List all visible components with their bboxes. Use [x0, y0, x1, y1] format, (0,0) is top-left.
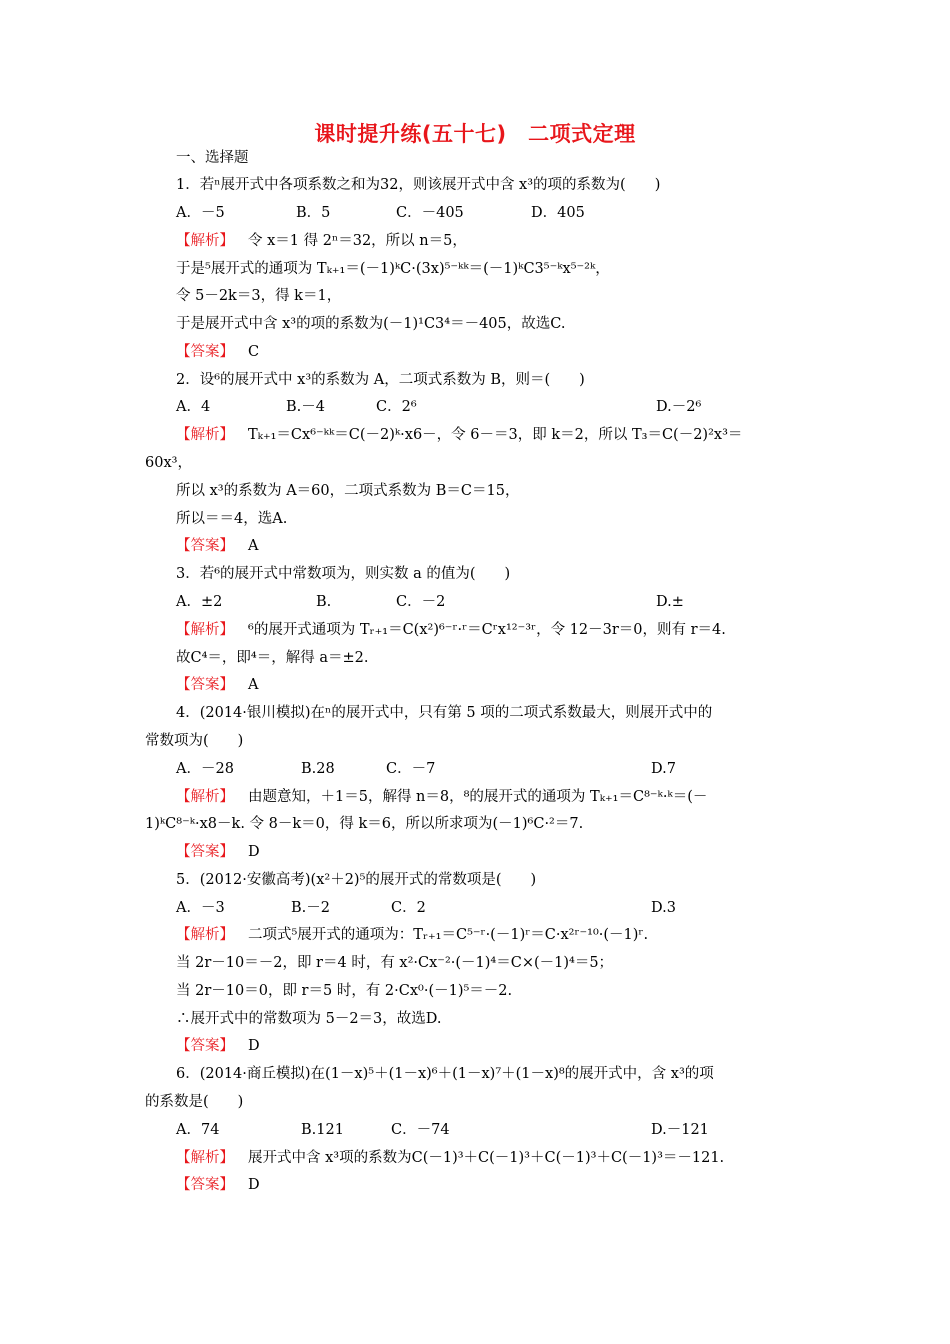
- text-line: [176, 981, 512, 1001]
- text-line: [176, 370, 585, 390]
- text-line: [176, 953, 613, 973]
- answer-options: [176, 898, 711, 918]
- line-text: 于是展开式中含 x³的项的系数为(－1)¹C3⁴＝－405，故选C.: [176, 316, 566, 332]
- line-text: 1．若ⁿ展开式中各项系数之和为32，则该展开式中含 x³的项的系数为( ): [176, 177, 661, 193]
- text-line: [176, 648, 368, 668]
- option: B.－4: [286, 399, 325, 415]
- solution-tag: 【解析】: [176, 1150, 234, 1166]
- option: B.－2: [291, 900, 330, 916]
- line-text: D: [248, 844, 260, 860]
- option: D．405: [531, 205, 585, 221]
- option: C．－405: [396, 205, 464, 221]
- line-text: 的系数是( ): [145, 1094, 244, 1110]
- option: A．－3: [176, 900, 225, 916]
- line-text: 4．(2014·银川模拟)在ⁿ的展开式中，只有第 5 项的二项式系数最大，则展开式中的: [176, 705, 713, 721]
- line-text: ∴展开式中的常数项为 5－2＝3，故选D.: [176, 1011, 442, 1027]
- answer-tag: 【答案】: [176, 1177, 234, 1193]
- answer-tag: 【答案】: [176, 344, 234, 360]
- option: B.28: [301, 761, 335, 777]
- line-text: A: [248, 677, 259, 693]
- line-text: 2．设⁶的展开式中 x³的系数为 A，二项式系数为 B，则＝( ): [176, 372, 585, 388]
- text-line: [176, 1009, 442, 1029]
- solution-tag: 【解析】: [176, 927, 234, 943]
- line-text: 常数项为( ): [145, 733, 244, 749]
- option: D.±: [656, 594, 684, 610]
- option: D.3: [651, 900, 676, 916]
- text-line: [176, 259, 610, 279]
- option: A．±2: [176, 594, 223, 610]
- solution-line: [176, 231, 467, 251]
- answer-tag: 【答案】: [176, 677, 234, 693]
- answer-options: [176, 397, 716, 417]
- option: A．74: [176, 1122, 220, 1138]
- line-text: 当 2r－10＝0，即 r＝5 时，有 2·Cx⁰·(－1)⁵＝－2.: [176, 983, 513, 999]
- line-text: C: [248, 344, 260, 360]
- text-line: [176, 564, 510, 584]
- solution-tag: 【解析】: [176, 789, 234, 805]
- line-text: ⁶的展开式通项为 Tᵣ₊₁＝C(x²)⁶⁻ʳ·ʳ＝Cʳx¹²⁻³ʳ，令 12－3r＝0，则有 r＝4.: [248, 622, 726, 638]
- option: B.121: [301, 1122, 344, 1138]
- line-text: 由题意知，＋1＝5，解得 n＝8，⁸的展开式的通项为 Tₖ₊₁＝C⁸⁻ᵏ·ᵏ＝(－: [248, 789, 708, 805]
- solution-line: [176, 925, 648, 945]
- solution-line: [176, 620, 726, 640]
- line-text: 二项式⁵展开式的通项为：Tᵣ₊₁＝C⁵⁻ʳ·(－1)ʳ＝C·x²ʳ⁻¹⁰·(－1)ʳ.: [248, 927, 649, 943]
- text-line: [145, 814, 583, 834]
- answer-line: [176, 1175, 260, 1195]
- option: D.－2⁶: [656, 399, 702, 415]
- line-text: 60x³，: [145, 455, 192, 471]
- line-text: 令 5－2k＝3，得 k＝1，: [176, 288, 342, 304]
- text-line: [176, 314, 565, 334]
- text-line: [176, 703, 712, 723]
- solution-line: [176, 1148, 724, 1168]
- line-text: 故C⁴＝，即⁴＝，解得 a＝±2.: [176, 650, 369, 666]
- answer-options: [176, 592, 716, 612]
- option: D.－121: [651, 1122, 709, 1138]
- line-text: D: [248, 1038, 260, 1054]
- text-line: [176, 286, 341, 306]
- line-text: 所以 x³的系数为 A＝60，二项式系数为 B＝C＝15，: [176, 483, 520, 499]
- option: A．－28: [176, 761, 234, 777]
- answer-options: [176, 203, 621, 223]
- answer-tag: 【答案】: [176, 1038, 234, 1054]
- solution-tag: 【解析】: [176, 233, 234, 249]
- option: C．2⁶: [376, 399, 417, 415]
- line-text: 展开式中含 x³项的系数为C(－1)³＋C(－1)³＋C(－1)³＋C(－1)³＝－121.: [248, 1150, 725, 1166]
- line-text: 一、选择题: [176, 150, 249, 166]
- answer-line: [176, 342, 259, 362]
- text-line: [145, 731, 243, 751]
- option: A．－5: [176, 205, 225, 221]
- answer-line: [176, 675, 258, 695]
- solution-tag: 【解析】: [176, 622, 234, 638]
- line-text: 当 2r－10＝－2，即 r＝4 时，有 x²·Cx⁻²·(－1)⁴＝C×(－1)⁴＝5；: [176, 955, 614, 971]
- line-text: 于是⁵展开式的通项为 Tₖ₊₁＝(－1)ᵏC·(3x)⁵⁻ᵏᵏ＝(－1)ᵏC3⁵⁻ᵏx⁵⁻²ᵏ，: [176, 261, 610, 277]
- line-text: 所以＝＝4，选A.: [176, 511, 288, 527]
- line-text: 令 x＝1 得 2ⁿ＝32，所以 n＝5，: [248, 233, 467, 249]
- option: C．－7: [386, 761, 436, 777]
- text-line: [176, 509, 287, 529]
- line-text: 5．(2012·安徽高考)(x²＋2)⁵的展开式的常数项是( ): [176, 872, 537, 888]
- line-text: 1)ᵏC⁸⁻ᵏ·x8－k. 令 8－k＝0，得 k＝6，所以所求项为(－1)⁶C·²＝7.: [145, 816, 584, 832]
- text-line: [145, 1092, 243, 1112]
- text-line: [176, 481, 519, 501]
- option: B.: [316, 594, 332, 610]
- solution-line: [176, 425, 742, 445]
- option: C．2: [391, 900, 426, 916]
- option: C．－74: [391, 1122, 450, 1138]
- page-title: 课时提升练(五十七) 二项式定理: [314, 122, 636, 146]
- line-text: 6．(2014·商丘模拟)在(1－x)⁵＋(1－x)⁶＋(1－x)⁷＋(1－x)⁸的展开式中，含 x³的项: [176, 1066, 714, 1082]
- solution-tag: 【解析】: [176, 427, 234, 443]
- option: C．－2: [396, 594, 446, 610]
- option: D.7: [651, 761, 676, 777]
- line-text: 3．若⁶的展开式中常数项为，则实数 a 的值为( ): [176, 566, 511, 582]
- answer-options: [176, 759, 711, 779]
- answer-line: [176, 536, 258, 556]
- answer-line: [176, 1036, 260, 1056]
- line-text: A: [248, 538, 259, 554]
- line-text: Tₖ₊₁＝Cx⁶⁻ᵏᵏ＝C(－2)ᵏ·x6－，令 6－＝3，即 k＝2，所以 T₃＝C(－2)²x³＝: [248, 427, 743, 443]
- text-line: [176, 870, 536, 890]
- text-line: [176, 1064, 714, 1084]
- text-line: [176, 148, 249, 168]
- option: B．5: [296, 205, 331, 221]
- answer-tag: 【答案】: [176, 538, 234, 554]
- text-line: [145, 453, 192, 473]
- line-text: D: [248, 1177, 260, 1193]
- answer-line: [176, 842, 260, 862]
- answer-tag: 【答案】: [176, 844, 234, 860]
- answer-options: [176, 1120, 711, 1140]
- solution-line: [176, 787, 707, 807]
- text-line: [176, 175, 660, 195]
- option: A．4: [176, 399, 211, 415]
